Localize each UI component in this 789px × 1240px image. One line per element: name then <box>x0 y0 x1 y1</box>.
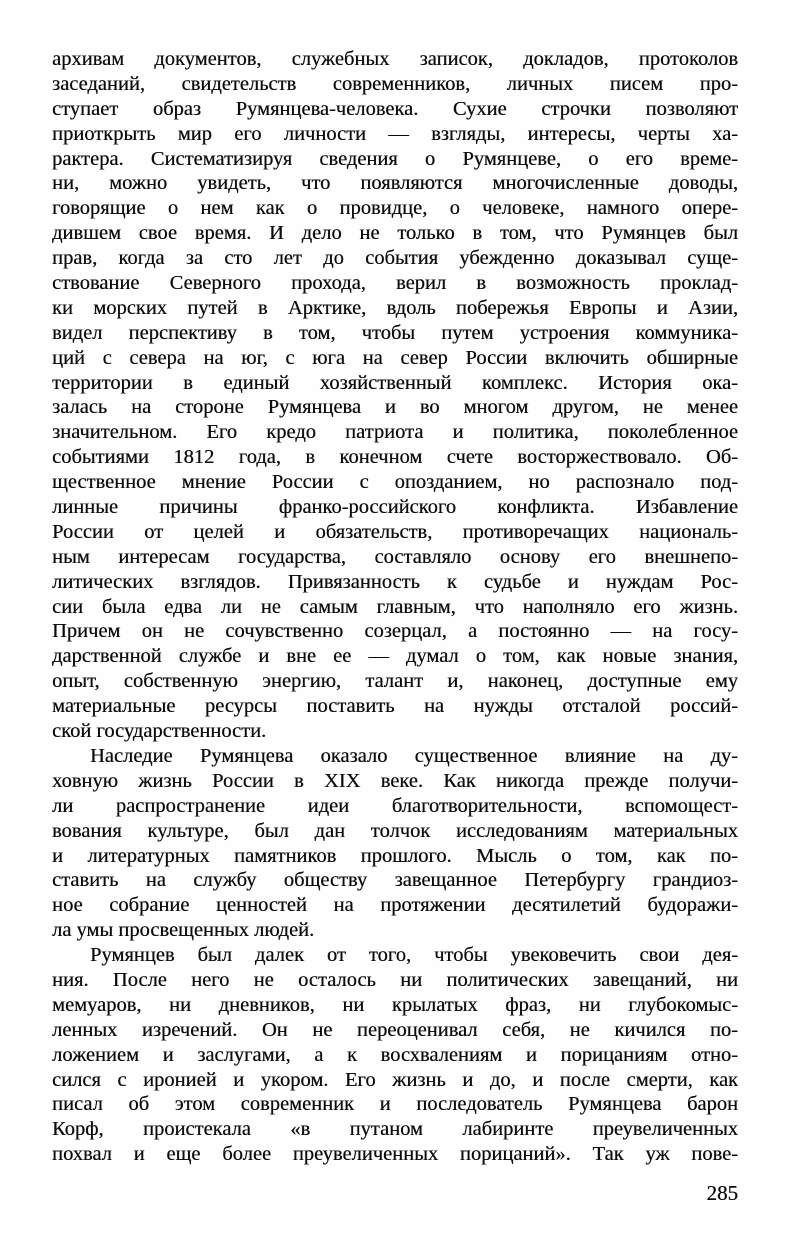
text-line: говорящие о нем как о провидце, о человеке, намного опере- <box>52 197 738 220</box>
text-line: линные причины франко-российского конфликта. Избавление <box>52 496 738 519</box>
text-line: писал об этом современник и последователь Румянцева барон <box>52 1093 738 1116</box>
text-line: архивам документов, служебных записок, докладов, протоколов <box>52 48 738 70</box>
text-line: ской государственности. <box>52 720 267 743</box>
text-line: похвал и еще более преувеличенных порицаний». Так уж пове- <box>52 1143 738 1166</box>
text-line: литических взглядов. Привязанность к судьбе и нуждам Рос- <box>52 570 738 593</box>
text-line: Наследие Румянцева оказало существенное влияние на ду- <box>90 744 738 767</box>
text-line: ховную жизнь России в XIX веке. Как никогда прежде получи- <box>52 769 738 792</box>
text-line: ций с севера на юг, с юга на север России включить обширные <box>52 346 738 369</box>
text-line: сии была едва ли не самым главным, что наполняло его жизнь. <box>52 595 738 618</box>
text-line: рактера. Систематизируя сведения о Румянцеве, о его време- <box>52 147 738 170</box>
text-line: ное собрание ценностей на протяжении десятилетий будоражи- <box>52 894 738 917</box>
text-line: дарственной службе и вне ее — думал о том, как новые знания, <box>52 645 738 668</box>
text-line: ни, можно увидеть, что появляются многочисленные доводы, <box>52 172 738 195</box>
text-line: мемуаров, ни дневников, ни крылатых фраз, ни глубокомыс- <box>52 993 738 1016</box>
text-line: событиями 1812 года, в конечном счете восторжествовало. Об- <box>52 446 738 469</box>
text-line: России от целей и обязательств, противоречащих националь- <box>52 520 738 543</box>
text-line: вования культуре, был дан толчок исследованиям материальных <box>52 819 738 842</box>
text-line: ставить на службу обществу завещанное Петербургу грандиоз- <box>52 869 738 892</box>
text-line: ленных изречений. Он не переоценивал себя, не кичился по- <box>52 1018 738 1041</box>
text-line: ки морских путей в Арктике, вдоль побережья Европы и Азии, <box>52 296 738 319</box>
text-line: ли распространение идеи благотворительности, вспомощест- <box>52 794 738 817</box>
text-line: ступает образ Румянцева-человека. Сухие строчки позволяют <box>52 97 738 120</box>
page-number: 285 <box>706 1181 738 1205</box>
text-line: приоткрыть мир его личности — взгляды, интересы, черты ха- <box>52 122 738 145</box>
text-line: заседаний, свидетельств современников, личных писем про- <box>52 72 738 95</box>
text-line: Причем он не сочувственно созерцал, а постоянно — на госу- <box>52 620 738 643</box>
text-line: ным интересам государства, составляло основу его внешнепо- <box>52 545 738 568</box>
text-line: прав, когда за сто лет до события убежденно доказывал суще- <box>52 247 738 270</box>
text-line: видел перспективу в том, чтобы путем устроения коммуника- <box>52 321 738 344</box>
text-line: опыт, собственную энергию, талант и, наконец, доступные ему <box>52 670 738 693</box>
text-line: сился с иронией и укором. Его жизнь и до, и после смерти, как <box>52 1068 738 1091</box>
text-line: ствование Северного прохода, верил в возможность проклад- <box>52 272 738 295</box>
text-line: дившем свое время. И дело не только в том, что Румянцев был <box>52 222 738 245</box>
text-line: значительном. Его кредо патриота и политика, поколебленное <box>52 421 738 444</box>
text-line: ложением и заслугами, а к восхвалениям и порицаниям отно- <box>52 1043 738 1066</box>
text-line: территории в единый хозяйственный комплекс. История ока- <box>52 371 738 394</box>
text-line: залась на стороне Румянцева и во многом другом, не менее <box>52 396 738 419</box>
text-line: ния. После него не осталось ни политических завещаний, ни <box>52 968 738 991</box>
text-line: материальные ресурсы поставить на нужды отсталой россий- <box>52 695 738 718</box>
text-line: Корф, проистекала «в путаном лабиринте преувеличенных <box>52 1118 738 1141</box>
text-line: Румянцев был далек от того, чтобы увековечить свои дея- <box>90 944 738 967</box>
text-line: щественное мнение России с опозданием, но распознало под- <box>52 471 738 494</box>
text-block <box>52 47 738 1167</box>
text-line: ла умы просвещенных людей. <box>52 919 315 942</box>
text-line: и литературных памятников прошлого. Мысль о том, как по- <box>52 844 738 867</box>
